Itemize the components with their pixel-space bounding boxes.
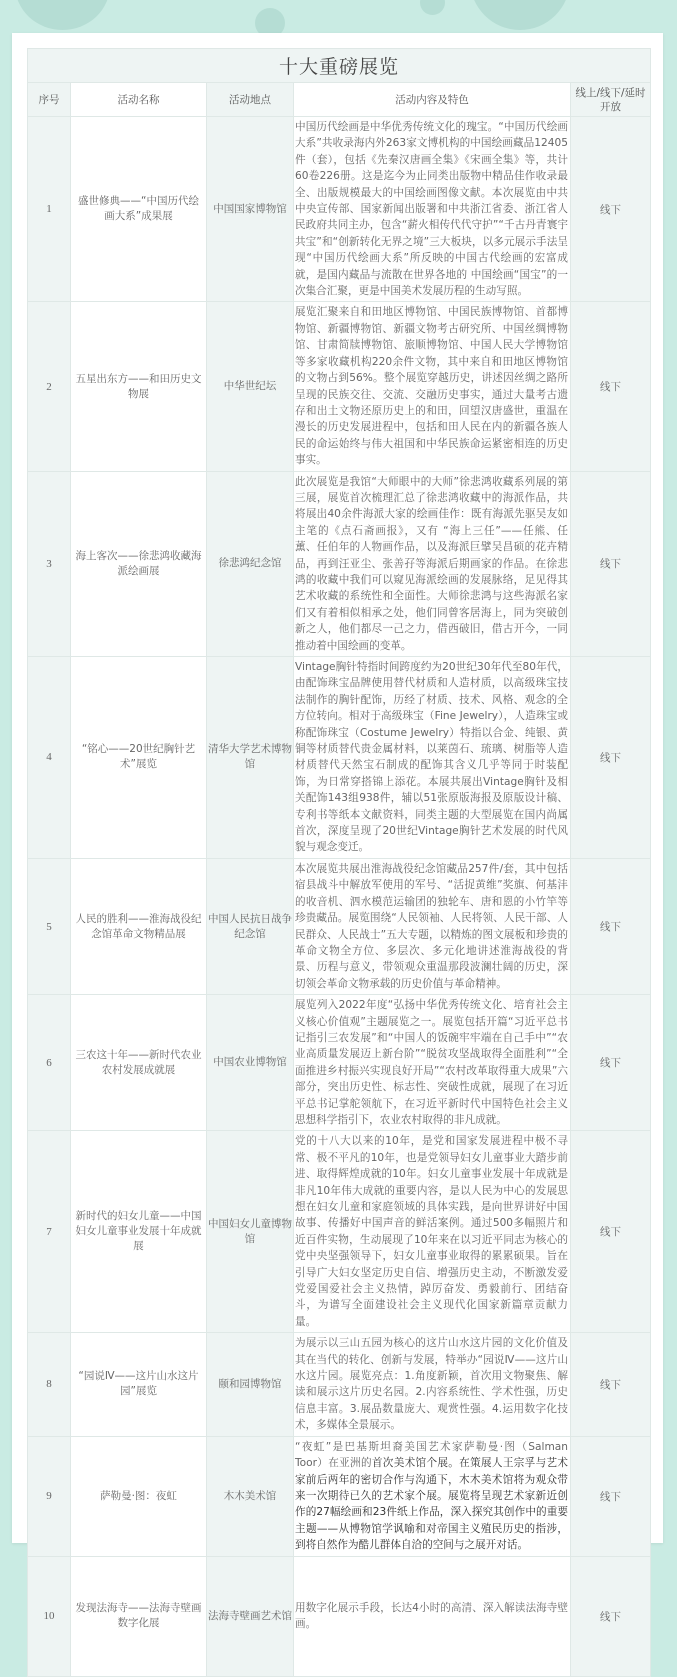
- header-seq: 序号: [28, 83, 71, 117]
- row-seq: 10: [28, 1556, 71, 1676]
- table-row: [28, 858, 651, 994]
- row-mode: 线下: [571, 1436, 651, 1556]
- desc-body: 展览列入2022年度“弘扬中华优秀传统文化、培育社会主义核心价值观”主题展览之一。展览包括开篇“习近平总书记指引三农发展”和“中国人的饭碗牢牢端在自己手中”“农业高质量发展迈上新台阶”“脱贫攻坚战取得全面胜利”“全面推进乡村振兴实现良好开局”“农村改革取得重大成果”六部分，突出历史性、标志性、突破性成就，展现了在习近平总书记掌舵领航下，在习近平新时代中国特色社会主义思想科学指引下，农业农村取得的非凡成就。: [295, 999, 568, 1126]
- desc-body: 首次美术馆个展。在策展人王宗孚与艺术家前后两年的密切合作与沟通下，木木美术馆将为观众带来一次期待已久的艺术家个展。展览将呈现艺术家新近创作的27幅绘画和23件纸上作品，深入探究其创作中的重要主题——从博物馆学讽喻和对帝国主义殖民历史的指涉，到将自然作为酷儿群体自洽的空间与之展开对话。: [295, 1457, 568, 1552]
- desc-body: 此次展览是我馆“大师眼中的大师”徐悲鸿收藏系列展的第三展，展览首次梳理汇总了徐悲鸿收藏中的海派作品，共将展出40余件海派大家的绘画佳作：既有海派先驱吴友如主笔的《点石斋画报》，又有 “海上三任”——任熊、任薰、任伯年的人物画作品，以及海派巨擘吴昌硕的花卉精品，再到汪亚尘、张善孖等海派后期画家的作品。在徐悲鸿的收藏中我们可以窥见海派绘画的发展脉络，足见得其艺术收藏的系统性和全面性。大师徐悲鸿与这些海派名家们又有着相似相承之处，他们同曾客居海上，同为突破创新之人，他们都尽一己之力，借西破旧，借古开今，一同推动着中国绘画的变革。: [295, 475, 568, 652]
- desc-body: 本次展览共展出淮海战役纪念馆藏品257件/套，其中包括宿县战斗中解放军使用的军号、“活捉黄维”奖旗、何基沣的收音机、泗水模范运输团的独轮车、唐和恩的小竹竿等珍贵藏品。展览围绕“人民领袖、人民将领、人民干部、人民群众、人民战士”五大专题，以精炼的图文展板和珍贵的革命文物全方位、多层次、多元化地讲述淮海战役的背景、历程与意义，带领观众重温那段波澜壮阔的历史，深切领会革命文物承载的历史价值与革命精神。: [295, 862, 568, 990]
- row-name: 三农这十年——新时代农业农村发展成就展: [71, 995, 207, 1131]
- row-name: 五星出东方——和田历史文物展: [71, 302, 207, 471]
- row-venue: 中国农业博物馆: [207, 995, 294, 1131]
- row-name: “铭心——20世纪胸针艺术”展览: [71, 657, 207, 859]
- header-mode: 线上/线下/延时开放: [571, 83, 651, 117]
- row-desc: [294, 471, 571, 656]
- table-row: [28, 1556, 651, 1676]
- desc-body: Vintage胸针特指时间跨度约为20世纪30年代至80年代，由配饰珠宝品牌使用替代材质和人造材质，以高级珠宝技法制作的胸针配饰，历经了材质、技术、风格、观念的全方位转向。相对于高级珠宝（Fine Jewelry），人造珠宝或称配饰珠宝（Costume Jewelry）特指以合金、纯银、黄铜等材质替代贵金属材料，以莱茵石、琉璃、树脂等人造材质替代天然宝石制成的配饰其含义几乎等同于时装配饰，为日常穿搭锦上添花。本展共展出Vintage胸针及相关配饰143组938件，辅以51张原版海报及原版设计稿、专利书等纸本文献资料，同类主题的大型展览在国内尚属首次，深度呈现了20世纪Vintage胸针艺术发展的时代风貌与观念变迁。: [295, 661, 568, 854]
- row-desc: [294, 1556, 571, 1676]
- row-mode: 线下: [571, 657, 651, 859]
- row-seq: 9: [28, 1436, 71, 1556]
- row-desc: [294, 657, 571, 859]
- row-mode: 线下: [571, 117, 651, 302]
- row-mode: 线下: [571, 302, 651, 471]
- row-name: 人民的胜利——淮海战役纪念馆革命文物精品展: [71, 858, 207, 994]
- header-desc: 活动内容及特色: [294, 83, 571, 117]
- row-desc: [294, 302, 571, 471]
- row-venue: 木木美术馆: [207, 1436, 294, 1556]
- table-title: 十大重磅展览: [28, 49, 651, 83]
- row-venue: 中国国家博物馆: [207, 117, 294, 302]
- row-seq: 5: [28, 858, 71, 994]
- row-seq: 1: [28, 117, 71, 302]
- desc-lead: “夜虹”是巴基斯坦裔美国艺术家萨勒曼·图（Salman Toor）在亚洲的: [295, 1440, 568, 1470]
- row-venue: 中国妇女儿童博物馆: [207, 1131, 294, 1333]
- row-name: “园说Ⅳ——这片山水这片园”展览: [71, 1333, 207, 1436]
- table-row: [28, 657, 651, 859]
- table-row: [28, 471, 651, 656]
- header-row: [28, 83, 651, 117]
- row-name: 海上客次——徐悲鸿收藏海派绘画展: [71, 471, 207, 656]
- row-mode: 线下: [571, 995, 651, 1131]
- row-mode: 线下: [571, 858, 651, 994]
- row-desc: [294, 995, 571, 1131]
- row-venue: 中华世纪坛: [207, 302, 294, 471]
- row-name: 盛世修典——“中国历代绘画大系”成果展: [71, 117, 207, 302]
- header-venue: 活动地点: [207, 83, 294, 117]
- row-seq: 8: [28, 1333, 71, 1436]
- table-row: [28, 995, 651, 1131]
- row-seq: 4: [28, 657, 71, 859]
- decor-circle: [420, 0, 445, 15]
- desc-body: 用数字化展示手段，长达4小时的高清、深入解读法海寺壁画。: [295, 1601, 568, 1631]
- desc-body: 为展示以三山五园为核心的这片山水这片园的文化价值及其在当代的转化、创新与发展，特举办“园说Ⅳ——这片山水这片园。展览亮点：1.角度新颖，首次用文物聚焦、解读和展示这片历史名园。2.内容系统性、学术性强，历史信息丰富。3.展品数量庞大、观赏性强。4.运用数字化技术，多媒体全景展示。: [295, 1337, 568, 1432]
- row-mode: 线下: [571, 1131, 651, 1333]
- row-seq: 3: [28, 471, 71, 656]
- row-venue: 法海寺壁画艺术馆: [207, 1556, 294, 1676]
- row-seq: 7: [28, 1131, 71, 1333]
- row-desc: [294, 1436, 571, 1556]
- decor-circle: [15, 0, 110, 30]
- row-name: 萨勒曼·图：夜虹: [71, 1436, 207, 1556]
- row-mode: 线下: [571, 1556, 651, 1676]
- decor-circle: [470, 0, 570, 30]
- row-venue: 徐悲鸿纪念馆: [207, 471, 294, 656]
- row-venue: 颐和园博物馆: [207, 1333, 294, 1436]
- exhibition-table: [27, 48, 651, 1677]
- row-desc: [294, 1333, 571, 1436]
- header-name: 活动名称: [71, 83, 207, 117]
- table-row: [28, 1131, 651, 1333]
- table-row: [28, 302, 651, 471]
- row-mode: 线下: [571, 471, 651, 656]
- table-row: [28, 1333, 651, 1436]
- desc-body: 中国历代绘画是中华优秀传统文化的瑰宝。“中国历代绘画大系”共收录海内外263家文博机构的中国绘画藏品12405件（套），包括《先秦汉唐画全集》《宋画全集》等，共计60卷226册。这是迄今为止同类出版物中精品佳作收录最全、出版规模最大的中国绘画图像文献。本次展览由中共中央宣传部、国家新闻出版署和中共浙江省委、浙江省人民政府共同主办，包含“薪火相传代代守护”“千古丹青寰宇共宝”和“创新转化无界之境”三大板块，以多元展示手法呈现“中国历代绘画大系”所反映的中国古代绘画的宏富成就，是国内藏品与流散在世界各地的 中国绘画“国宝”的一次集合汇聚，更是中国美术发展历程的生动写照。: [295, 121, 568, 298]
- row-seq: 6: [28, 995, 71, 1131]
- row-desc: [294, 858, 571, 994]
- row-desc: [294, 117, 571, 302]
- desc-body: 党的十八大以来的10年，是党和国家发展进程中极不寻常、极不平凡的10年，也是党领导妇女儿童事业大踏步前进、取得辉煌成就的10年。妇女儿童事业发展十年成就是非凡10年伟大成就的重要内容，是以人民为中心的发展思想在妇女儿童和家庭领域的具体实践，是向世界讲好中国故事、传播好中国声音的鲜活案例。通过500多幅照片和近百件实物，生动展现了10年来在以习近平同志为核心的党中央坚强领导下，妇女儿童事业取得的累累硕果。旨在引导广大妇女坚定历史自信、增强历史主动，不断激发爱党爱国爱社会主义热情，踔厉奋发、勇毅前行、团结奋斗，为谱写全面建设社会主义现代化国家新篇章贡献力量。: [295, 1135, 568, 1328]
- table-row: [28, 1436, 651, 1556]
- row-venue: 中国人民抗日战争纪念馆: [207, 858, 294, 994]
- content-card: [12, 33, 663, 1631]
- desc-body: 展览汇聚来自和田地区博物馆、中国民族博物馆、首都博物馆、新疆博物馆、新疆文物考古研究所、中国丝绸博物馆、甘肃简牍博物馆、旅顺博物馆、中国人民大学博物馆等多家收藏机构220余件文物，其中来自和田地区博物馆的文物占到56%。整个展览穿越历史，讲述因丝绸之路所呈现的民族交往、交流、交融历史事实，通过大量考古遗存和出土文物还原历史上的和田，回望汉唐盛世，重温在漫长的历史发展进程中，包括和田人民在内的新疆各族人民的命运始终与伟大祖国和中华民族命运紧密相连的历史事实。: [295, 306, 568, 467]
- row-desc: [294, 1131, 571, 1333]
- row-name: 新时代的妇女儿童——中国妇女儿童事业发展十年成就展: [71, 1131, 207, 1333]
- table-row: [28, 117, 651, 302]
- row-seq: 2: [28, 302, 71, 471]
- row-venue: 清华大学艺术博物馆: [207, 657, 294, 859]
- row-name: 发现法海寺——法海寺壁画数字化展: [71, 1556, 207, 1676]
- row-mode: 线下: [571, 1333, 651, 1436]
